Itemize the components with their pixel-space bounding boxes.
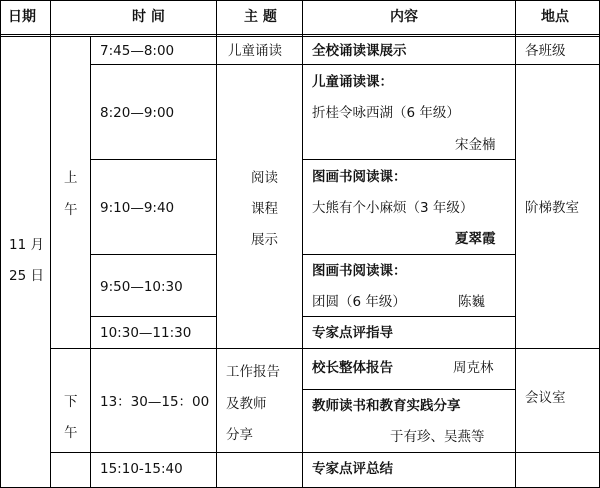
- theme-reading-1: 阅读: [251, 170, 278, 186]
- content-r6-person: 周克林: [453, 360, 494, 376]
- content-r4-person: 陈巍: [458, 294, 485, 310]
- content-r5: 专家点评指导: [312, 325, 393, 341]
- header-time: 时 间: [132, 9, 165, 25]
- time-r4: 9:50—10:30: [100, 279, 183, 295]
- content-r1: 全校诵读课展示: [312, 43, 407, 59]
- content-r6-share-title: 教师读书和教育实践分享: [312, 398, 461, 414]
- row-line-4b: [302, 316, 515, 317]
- row-line-6: [302, 389, 515, 390]
- col-line-period: [90, 36, 91, 488]
- time-r6: 13：30—15：00: [100, 394, 210, 410]
- col-line-time: [216, 0, 217, 488]
- period-morning-2: 午: [64, 202, 78, 218]
- row-line-7: [50, 452, 600, 453]
- table-border-top: [0, 0, 600, 1]
- location-r1: 各班级: [525, 43, 566, 59]
- date-day: 25 日: [9, 268, 44, 284]
- content-r6-title: 校长整体报告: [312, 360, 393, 376]
- row-line-3b: [302, 254, 515, 255]
- header-divider: [0, 34, 600, 35]
- row-line-2a: [90, 159, 216, 160]
- time-r5: 10:30—11:30: [100, 325, 192, 341]
- theme-report-1: 工作报告: [226, 364, 280, 380]
- period-afternoon-1: 下: [64, 394, 78, 410]
- header-location: 地点: [541, 9, 569, 25]
- content-r3-person: 夏翠霞: [455, 231, 496, 247]
- period-morning-1: 上: [64, 170, 78, 186]
- time-r7: 15:10-15:40: [100, 461, 183, 477]
- time-r2: 8:20—9:00: [100, 105, 175, 121]
- date-month: 11 月: [9, 237, 44, 253]
- theme-report-3: 分享: [226, 427, 253, 443]
- content-r2-person: 宋金楠: [455, 137, 496, 153]
- theme-reading-3: 展示: [251, 232, 278, 248]
- col-line-content: [515, 0, 516, 488]
- header-content: 内容: [390, 9, 418, 25]
- content-r3-title: 图画书阅读课：: [312, 169, 407, 185]
- content-r4-title: 图画书阅读课：: [312, 263, 407, 279]
- content-r3-detail: 大熊有个小麻烦（3 年级）: [312, 200, 474, 216]
- row-line-3a: [90, 254, 216, 255]
- col-line-theme: [302, 0, 303, 488]
- row-line-5: [50, 348, 600, 349]
- row-line-2b: [302, 159, 515, 160]
- row-line-1: [90, 64, 600, 65]
- content-r7: 专家点评总结: [312, 461, 393, 477]
- content-r2-title: 儿童诵读课：: [312, 74, 393, 90]
- theme-r1: 儿童诵读: [228, 43, 282, 59]
- theme-report-2: 及教师: [226, 396, 267, 412]
- time-r3: 9:10—9:40: [100, 200, 175, 216]
- location-ladder: 阶梯教室: [525, 200, 579, 216]
- row-line-4a: [90, 316, 216, 317]
- content-r2-detail: 折桂令咏西湖（6 年级）: [312, 105, 460, 121]
- col-line-date: [50, 0, 51, 488]
- period-afternoon-2: 午: [64, 425, 78, 441]
- header-theme: 主 题: [244, 9, 277, 25]
- location-meeting: 会议室: [525, 390, 566, 406]
- time-r1: 7:45—8:00: [100, 43, 175, 59]
- content-r6-share-person: 于有珍、吴燕等: [390, 429, 485, 445]
- content-r4-detail: 团圆（6 年级）: [312, 294, 406, 310]
- header-date: 日期: [8, 9, 36, 25]
- theme-reading-2: 课程: [251, 201, 278, 217]
- table-border-left: [0, 0, 1, 488]
